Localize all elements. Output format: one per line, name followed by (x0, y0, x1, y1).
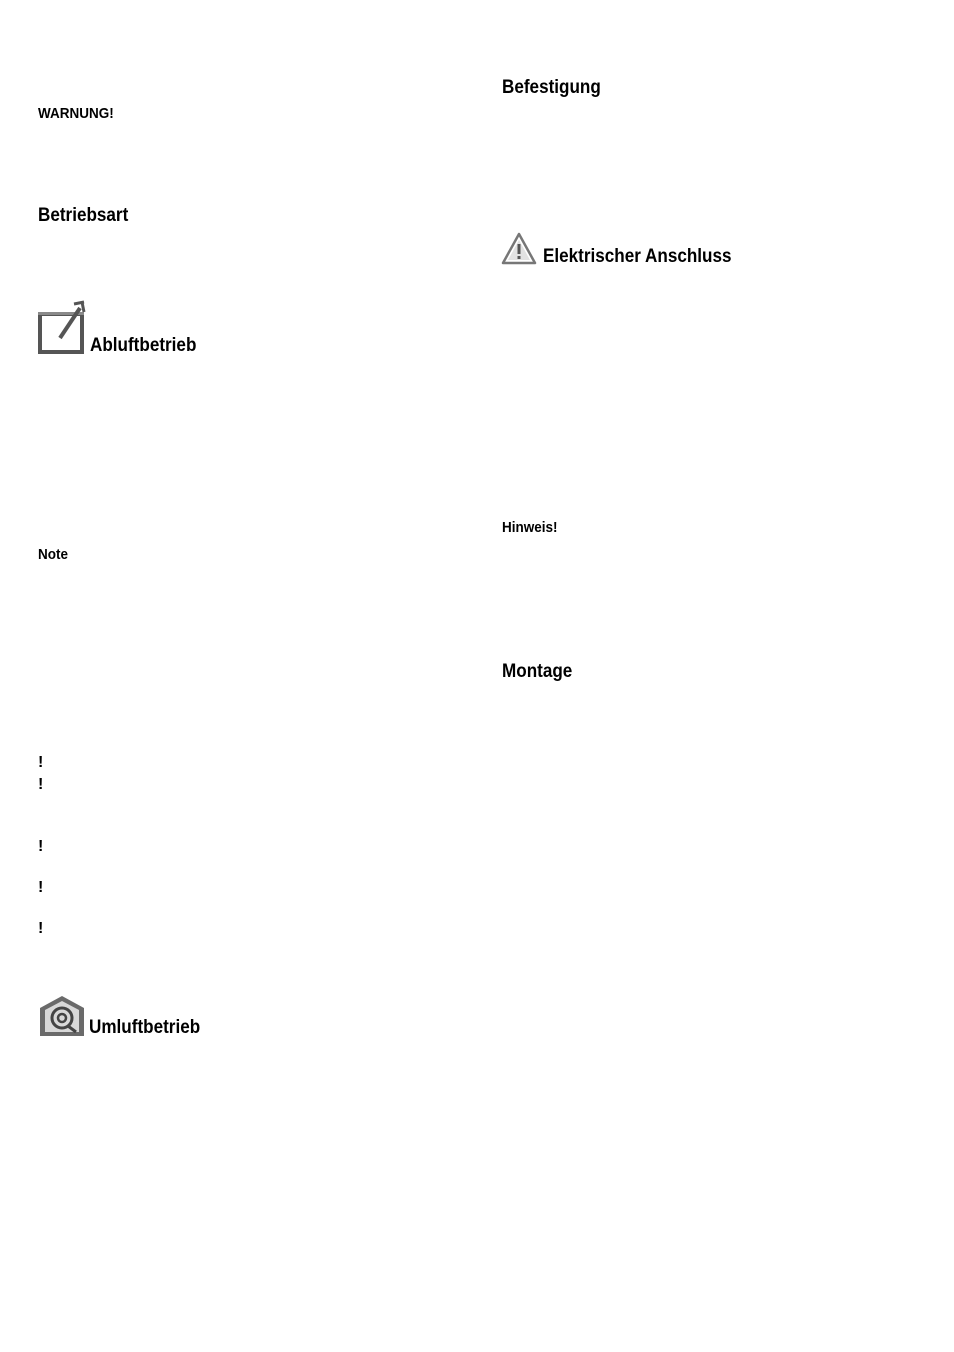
exclamation-mark: ! (38, 776, 44, 793)
exhaust-mode-icon (38, 300, 88, 356)
exclamation-mark: ! (38, 920, 44, 937)
warning-triangle-icon (501, 232, 537, 266)
exclamation-mark: ! (38, 754, 44, 771)
exclamation-mark: ! (38, 838, 44, 855)
hinweis-label: Hinweis! (502, 519, 558, 536)
recirculation-mode-icon (38, 994, 86, 1038)
befestigung-heading: Befestigung (502, 77, 601, 98)
abluftbetrieb-heading: Abluftbetrieb (90, 335, 197, 356)
elektrischer-anschluss-heading: Elektrischer Anschluss (543, 246, 732, 267)
note-label: Note (38, 546, 69, 563)
warning-label: WARNUNG! (38, 105, 114, 122)
montage-heading: Montage (502, 661, 573, 682)
umluftbetrieb-heading: Umluftbetrieb (89, 1017, 201, 1038)
exclamation-mark: ! (38, 879, 44, 896)
betriebsart-heading: Betriebsart (38, 205, 129, 226)
